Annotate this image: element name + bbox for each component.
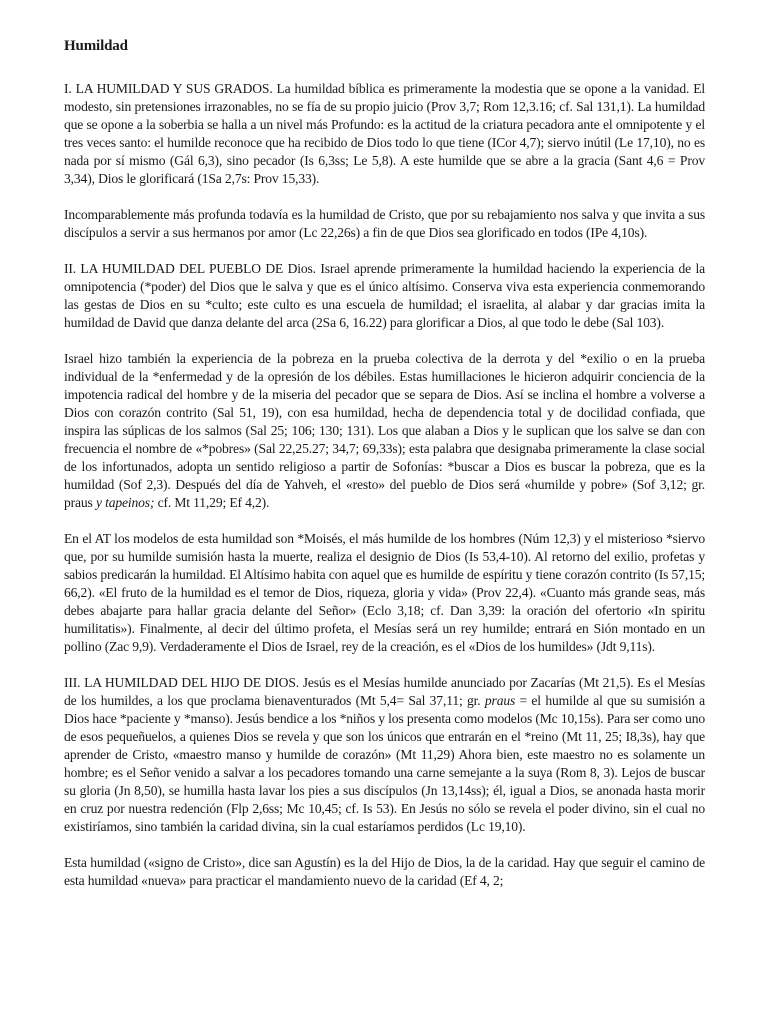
paragraph-modelos-at [64, 530, 705, 656]
paragraph-text: III. LA HUMILDAD DEL HIJO DE DIOS. Jesús es el Mesías humilde anunciado por Zacarías (Mt 21,5). Es el Mesías de los humildes, a los que proclama bienaventurados (Mt 5,4= Sal 37,11; gr. [64, 675, 705, 708]
paragraph-humildad-grados [64, 80, 705, 188]
paragraph-text: Esta humildad («signo de Cristo», dice san Agustín) es la del Hijo de Dios, la de la caridad. Hay que seguir el camino de esta humildad «nueva» para practicar el mandamiento nuevo de la caridad (Ef 4, 2; [64, 855, 705, 888]
paragraph-text: Israel hizo también la experiencia de la pobreza en la prueba colectiva de la derrota y del *exilio o en la prueba individual de la *enfermedad y de la opresión de los débiles. Estas humillaciones le hicieron adquirir conciencia de la impotencia radical del hombre y de la miseria del pecador que se separa de Dios. Así se inclina el hombre a volverse a Dios con corazón contrito (Sal 51, 19), con esa humildad, hecha de dependencia total y de docilidad confiada, que inspira las súplicas de los salmos (Sal 25; 106; 130; 131). Los que alaban a Dios y le suplican que los salve se dan con frecuencia el nombre de «*pobres» (Sal 22,25.27; 34,7; 69,33s); esta palabra que designaba primeramente la clase social de los infortunados, adopta un sentido religioso a partir de Sofonías: *buscar a Dios es buscar la pobreza, que es la humildad (Sof 2,3). Después del día de Yahveh, el «resto» del pueblo de Dios será «humilde y pobre» (Sof 3,12; gr. praus [64, 351, 705, 510]
paragraph-pobreza [64, 350, 705, 512]
paragraph-hijo-de-dios [64, 674, 705, 836]
paragraph-pueblo-de-dios [64, 260, 705, 332]
italic-term: praus [484, 693, 516, 708]
italic-term: y tapeinos; [95, 495, 155, 510]
paragraph-text: En el AT los modelos de esta humildad son *Moisés, el más humilde de los hombres (Núm 12,3) y el misterioso *siervo que, por su humilde sumisión hasta la muerte, realiza el designio de Dios (Is 53,4-10). Al retorno del exilio, profetas y sabios predicarán la humildad. El Altísimo habita con aquel que es humilde de espíritu y tiene corazón contrito (Is 57,15; 66,2). «El fruto de la humildad es el temor de Dios, riqueza, gloria y vida» (Prov 22,4). «Cuanto más grande seas, más debes abajarte para hallar gracia delante del Señor» (Eclo 3,18; cf. Dan 3,39: la oración del ofertorio «In spiritu humilitatis»). Finalmente, al decir del último profeta, el Mesías será un rey humilde; entrará en Sión montado en un pollino (Zac 9,9). Verdaderamente el Dios de Israel, rey de la creación, es el «Dios de los humildes» (Jdt 9,11s). [64, 531, 705, 654]
paragraph-signo-de-cristo [64, 854, 705, 890]
paragraph-text: Incomparablemente más profunda todavía es la humildad de Cristo, que por su rebajamiento nos salva y que invita a sus discípulos a servir a sus hermanos por amor (Lc 22,26s) a fin de que Dios sea glorificado en todos (IPe 4,10s). [64, 207, 705, 240]
paragraph-text: I. LA HUMILDAD Y SUS GRADOS. La humildad bíblica es primeramente la modestia que se opone a la vanidad. El modesto, sin pretensiones irrazonables, no se fía de su propio juicio (Prov 3,7; Rom 12,3.16; cf. Sal 131,1). La humildad que se opone a la soberbia se halla a un nivel más Profundo: es la actitud de la criatura pecadora ante el omnipotente y el tres veces santo: el humilde reconoce que ha recibido de Dios todo lo que tiene (ICor 4,7); siervo inútil (Le 17,10), no es nada por sí mismo (Gál 6,3), sino pecador (Is 6,3ss; Le 5,8). A este humilde que se abre a la gracia (Sant 4,6 = Prov 3,34), Dios le glorificará (1Sa 2,7s: Prov 15,33). [64, 81, 705, 186]
paragraph-humildad-cristo [64, 206, 705, 242]
document-title: Humildad [64, 38, 128, 54]
document-page [64, 36, 705, 908]
paragraph-text: cf. Mt 11,29; Ef 4,2). [154, 495, 270, 510]
paragraph-text: II. LA HUMILDAD DEL PUEBLO DE Dios. Israel aprende primeramente la humildad haciendo la experiencia de la omnipotencia (*poder) del Dios que le salva y que es el único altísimo. Conserva viva esta experiencia conmemorando las gestas de Dios en su *culto; este culto es una escuela de humildad; el israelita, al alabar y dar gracias imita la humildad de David que danza delante del arca (2Sa 6, 16.22) para glorificar a Dios, al que todo le debe (Sal 103). [64, 261, 705, 330]
paragraph-text: = el humilde al que su sumisión a Dios hace *paciente y *manso). Jesús bendice a los *niños y los presenta como modelos (Mc 10,15s). Para ser como uno de esos pequeñuelos, a quienes Dios se revela y que son los únicos que entrarán en el *reino (Mt 11, 25; I8,3s), hay que aprender de Cristo, «maestro manso y humilde de corazón» (Mt 11,29) Ahora bien, este maestro no es solamente un hombre; es el Señor venido a salvar a los pecadores tomando una carne semejante a la suya (Rom 8, 3). Lejos de buscar su gloria (Jn 8,50), se humilla hasta lavar los pies a sus discípulos (Jn 13,14ss); él, igual a Dios, se anonada hasta morir en cruz por nuestra redención (Flp 2,6ss; Mc 10,45; cf. Is 53). En Jesús no sólo se revela el poder divino, sin el cual no existiríamos, sino también la caridad divina, sin la cual estaríamos perdidos (Lc 19,10). [64, 693, 705, 834]
